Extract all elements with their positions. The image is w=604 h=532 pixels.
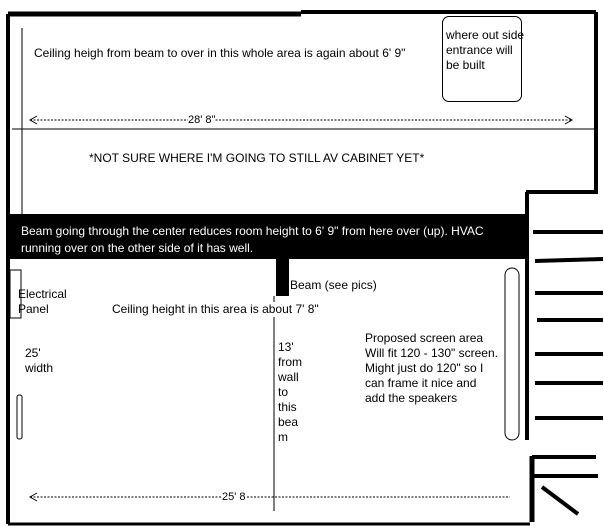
lower-ceiling-note: Ceiling height in this area is about 7' 8" [112, 302, 319, 316]
beam-band-note: Beam going through the center reduces room height to 6' 9" from here over (up). HVAC running over on the other side of it has well. [21, 224, 484, 255]
stairs [532, 232, 603, 514]
wall-to-beam-label: 13' from wall to this bea m [278, 340, 302, 444]
width-label: 25' width [25, 346, 54, 375]
lower-dimension-label: 25' 8 [222, 491, 246, 503]
electrical-panel-label: Electrical Panel [18, 287, 67, 316]
beam-post [276, 259, 289, 296]
screen-outline [505, 268, 519, 440]
lower-dimension-line [30, 493, 510, 501]
upper-dimension-label: 28' 8" [188, 114, 216, 126]
upper-dimension-line [30, 116, 572, 124]
entrance-note: where out side entrance will be built [446, 28, 525, 72]
upper-ceiling-note: Ceiling heigh from beam to over in this whole area is again about 6' 9" [34, 46, 406, 60]
screen-area-note: Proposed screen area Will fit 120 - 130" screen. Might just do 120" so I can frame it nice and add the speakers [365, 331, 498, 405]
left-wall-door [17, 395, 22, 439]
av-cabinet-note: *NOT SURE WHERE I'M GOING TO STILL AV CABINET YET* [89, 151, 425, 165]
beam-label: Beam (see pics) [290, 278, 377, 292]
